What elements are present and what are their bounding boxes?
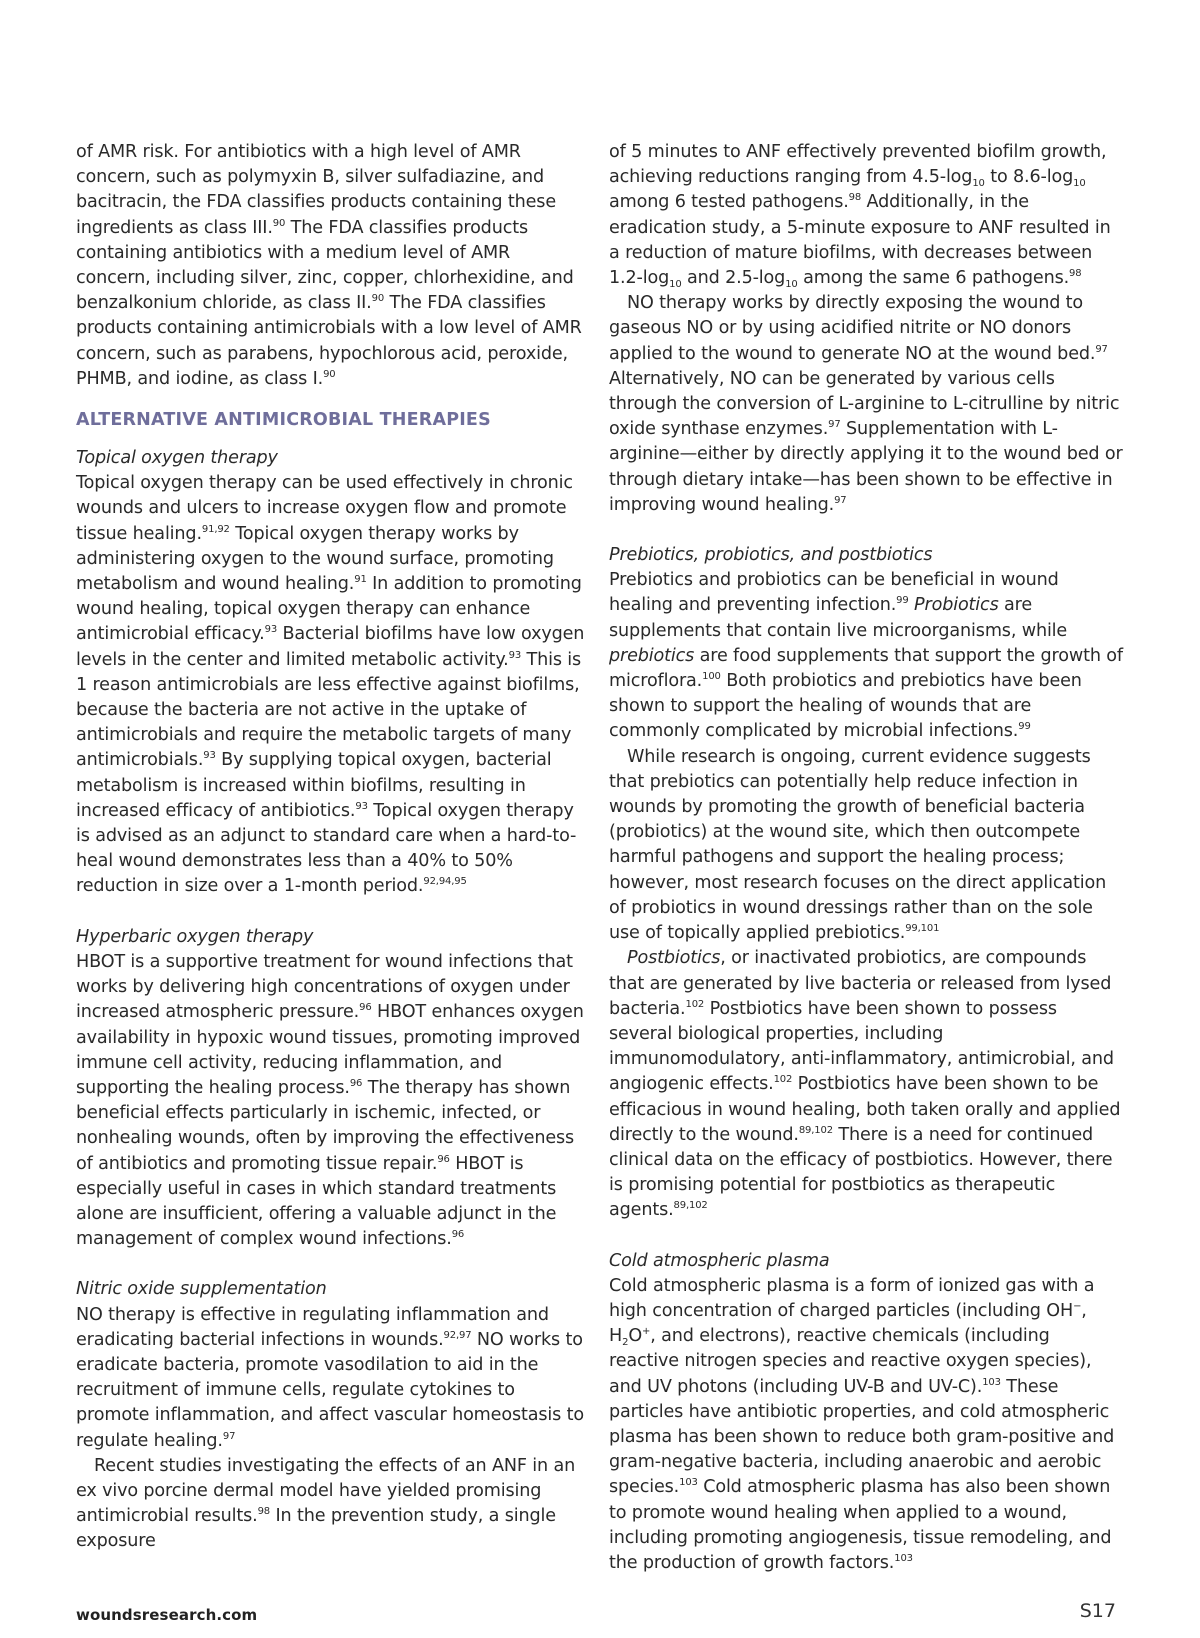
citation: 92,97 [443, 1329, 472, 1341]
paragraph-biotics: Prebiotics and probiotics can be beneficial in wound healing and preventing infection.$^{99}$ Probiotics are supplements that contain live microorganisms, while prebiotics are food supplements that support the growth of microflora.$^{100}$ Both probiotics and prebiotics have been shown to support the healing of wounds that are commonly complicated by microbial infections.$^{99}$ [609, 570, 1123, 742]
citation: 103 [982, 1376, 1001, 1388]
spacer [609, 1224, 1124, 1249]
citation: 97 [222, 1430, 236, 1442]
citation: 99 [1018, 721, 1031, 733]
left-column [76, 140, 586, 1555]
citation: 89,102 [673, 1200, 708, 1212]
citation: 103 [679, 1477, 698, 1489]
subheading-nitric-oxide: Nitric oxide supplementation [76, 1279, 327, 1300]
paragraph-amr-classes: of AMR risk. For antibiotics with a high level of AMR concern, such as polymyxin B, silver sulfadiazine, and bacitracin, the FDA classifies products containing these ingredients as class III.$^{90}$ The FDA classifies products containing antibiotics with a medium level of AMR concern, including silver, zinc, copper, chlorhexidine, and benzalkonium chloride, as class II.$^{90}$ The FDA classifies products containing antimicrobials with a low level of AMR concern, such as parabens, hypochlorous acid, peroxide, PHMB, and iodine, as class I.$^{90}$ [76, 142, 582, 389]
paragraph-topical-oxygen: Topical oxygen therapy can be used effectively in chronic wounds and ulcers to increase oxygen flow and promote tissue healing.$^{91,92}$ Topical oxygen therapy works by administering oxygen to the wound surface, promoting metabolism and wound healing.$^{91}$ In addition to promoting wound healing, topical oxygen therapy can enhance antimicrobial efficacy.$^{93}$ Bacterial biofilms have low oxygen levels in the center and limited metabolic activity.$^{93}$ This is 1 reason antimicrobials are less effective against biofilms, because the bacteria are not active in the uptake of antimicrobials and require the metabolic targets of many antimicrobials.$^{93}$ By supplying topical oxygen, bacterial metabolism is increased within biofilms, resulting in increased efficacy of antibiotics.$^{93}$ Topical oxygen therapy is advised as an adjunct to standard care when a hard-to-heal wound demonstrates less than a 40% to 50% reduction in size over a 1-month period.$^{92,94,95}$ [76, 473, 585, 897]
citation: 92,94,95 [423, 876, 467, 888]
right-column [609, 140, 1124, 1576]
spacer [609, 518, 1124, 543]
paragraph-anf-studies: Recent studies investigating the effects of an ANF in an ex vivo porcine dermal model have yielded promising antimicrobial results.$^{98}$ In the prevention study, a single exposure [76, 1455, 576, 1552]
citation: 99 [896, 595, 909, 607]
citation: 96 [349, 1077, 363, 1089]
citation: 96 [359, 1002, 372, 1014]
citation: 90 [371, 293, 385, 305]
subheading-cold-plasma: Cold atmospheric plasma [609, 1250, 830, 1271]
citation: 96 [437, 1153, 450, 1165]
citation: 102 [685, 998, 705, 1010]
citation: 96 [451, 1229, 465, 1241]
subheading-hyperbaric-oxygen: Hyperbaric oxygen therapy [76, 926, 314, 947]
citation: 97 [834, 494, 847, 506]
citation: 90 [272, 217, 286, 229]
citation: 93 [203, 750, 216, 762]
subheading-biotics: Prebiotics, probiotics, and postbiotics [609, 545, 933, 566]
paragraph-postbiotics: Postbiotics, or inactivated probiotics, are compounds that are generated by live bacteria or released from lysed bacteria.$^{102}$ Postbiotics have been shown to possess several biological properties, including immunomodulatory, anti-inflammatory, antimicrobial, and angiogenic effects.$^{102}$ Postbiotics have been shown to be efficacious in wound healing, both taken orally and applied directly to the wound.$^{89,102}$ There is a need for continued clinical data on the efficacy of postbiotics. However, there is promising potential for postbiotics as therapeutic agents.$^{89,102}$ [609, 948, 1121, 1221]
citation: 91,92 [201, 523, 230, 535]
footer-website: woundsresearch.com [76, 1606, 258, 1624]
paragraph-nitric-oxide: NO therapy is effective in regulating inflammation and eradicating bacterial infections in wounds.$^{92,97}$ NO works to eradicate bacteria, promote vasodilation to aid in the recruitment of immune cells, regulate cytokines to promote inflammation, and affect vascular homeostasis to regulate healing.$^{97}$ [76, 1304, 584, 1451]
citation: 102 [773, 1074, 793, 1086]
citation: 93 [508, 649, 522, 661]
paragraph-prebiotics-research: While research is ongoing, current evidence suggests that prebiotics can potentially help reduce infection in wounds by promoting the growth of beneficial bacteria (probiotics) at the wound site, which then outcompete harmful pathogens and support the healing process; however, most research focuses on the direct application of probiotics in wound dressings rather than on the sole use of topically applied prebiotics.$^{99,101}$ [609, 746, 1107, 944]
citation: 93 [355, 800, 368, 812]
citation: 98 [257, 1506, 271, 1518]
paragraph-hyperbaric-oxygen: HBOT is a supportive treatment for wound infections that works by delivering high concentrations of oxygen under increased atmospheric pressure.$^{96}$ HBOT enhances oxygen availability in hypoxic wound tissues, promoting improved immune cell activity, reducing inflammation, and supporting the healing process.$^{96}$ The therapy has shown beneficial effects particularly in ischemic, infected, or nonhealing wounds, often by improving the effectiveness of antibiotics and promoting tissue repair.$^{96}$ HBOT is especially useful in cases in which standard treatments alone are insufficient, offering a valuable adjunct in the management of complex wound infections.$^{96}$ [76, 951, 584, 1250]
citation: 93 [264, 624, 278, 636]
citation: 100 [702, 671, 721, 683]
citation: 90 [323, 368, 336, 380]
section-heading: ALTERNATIVE ANTIMICROBIAL THERAPIES [76, 410, 491, 431]
paragraph-no-therapy: NO therapy works by directly exposing the wound to gaseous NO or by using acidified nitrite or NO donors applied to the wound to generate NO at the wound bed.$^{97}$ Alternatively, NO can be generated by various cells through the conversion of L-arginine to L-citrulline by nitric oxide synthase enzymes.$^{97}$ Supplementation with L-arginine—either by directly applying it to the wound bed or through dietary intake—has been shown to be effective in improving wound healing.$^{97}$ [609, 293, 1123, 515]
spacer [76, 1252, 586, 1277]
paragraph-anf-continued: of 5 minutes to ANF effectively prevented biofilm growth, achieving reductions ranging from $4.5-\log_{10}$ to $8.6-\log_{10}$ among 6 tested pathogens.$^{98}$ Additionally, in the eradication study, a 5-minute exposure to ANF resulted in a reduction of mature biofilms, with decreases between $1.2-\log_{10}$ and $2.5-\log_{10}$ among the same 6 pathogens.$^{98}$ [609, 142, 1111, 291]
citation: 97 [828, 419, 841, 431]
subheading-topical-oxygen: Topical oxygen therapy [76, 448, 278, 469]
citation: 99,101 [905, 923, 940, 935]
citation: 103 [894, 1552, 913, 1564]
page-number: S17 [1079, 1600, 1116, 1622]
paragraph-cold-plasma: Cold atmospheric plasma is a form of ionized gas with a high concentration of charged particles (including OH−, $H_2O^+$, and electrons), reactive chemicals (including reactive nitrogen species and reactive oxygen species), and UV photons (including UV-B and UV-C).$^{103}$ These particles have antibiotic properties, and cold atmospheric plasma has been shown to reduce both gram-positive and gram-negative bacteria, including anaerobic and aerobic species.$^{103}$ Cold atmospheric plasma has also been shown to promote wound healing when applied to a wound, including promoting angiogenesis, tissue remodeling, and the production of growth factors.$^{103}$ [609, 1275, 1115, 1573]
citation: 89,102 [798, 1124, 833, 1136]
citation: 91 [354, 574, 367, 586]
spacer [76, 900, 586, 925]
citation: 98 [848, 192, 862, 204]
citation: 98 [1069, 268, 1082, 280]
citation: 97 [1095, 343, 1108, 355]
